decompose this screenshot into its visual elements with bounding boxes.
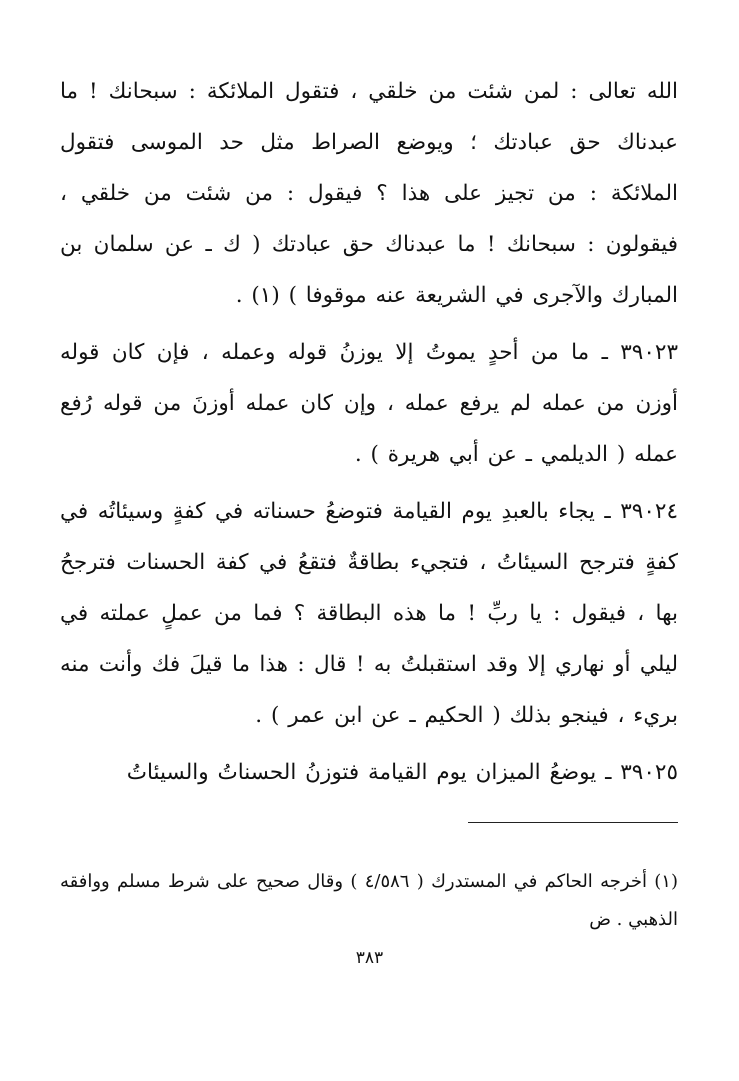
paragraph-hadith-39024: ٣٩٠٢٤ ـ يجاء بالعبدِ يوم القيامة فتوضعُ حسناته في كفةٍ وسيئاتُه في كفةٍ فترجح السيئاتُ ، فتجيء بطاقةٌ فتقعُ في كفة الحسنات فترجحُ بها ، فيقول : يا ربِّ ! ما هذه البطاقة ؟ فما من عملٍ عملته في ليلي أو نهاري إلا وقد استقبلتُ به ! قال : هذا ما قيلَ فك وأنت منه بريء ، فينجو بذلك ( الحكيم ـ عن ابن عمر ) . <box>60 499 678 728</box>
paragraph-continuation: الله تعالى : لمن شئت من خلقي ، فتقول الملائكة : سبحانك ! ما عبدناك حق عبادتك ؛ ويوضع الصراط مثل حد الموسى فتقول الملائكة : من تجيز على هذا ؟ فيقول : من شئت من خلقي ، فيقولون : سبحانك ! ما عبدناك حق عبادتك ( ك ـ عن سلمان بن المبارك والآجرى في الشريعة عنه موقوفا ) (١) . <box>60 79 678 308</box>
footnote: (١) أخرجه الحاكم في المستدرك ( ٤/٥٨٦ ) وقال صحيح على شرط مسلم ووافقه الذهبي . ض <box>60 871 678 930</box>
paragraph-hadith-39023: ٣٩٠٢٣ ـ ما من أحدٍ يموتُ إلا يوزنُ قوله وعمله ، فإن كان قوله أوزن من عمله لم يرفع عمله ، وإن كان عمله أوزنَ من قوله رُفع عمله ( الديلمي ـ عن أبي هريرة ) . <box>60 340 678 467</box>
page-number: ٣٨٣ <box>355 948 384 968</box>
footnote-divider <box>468 822 678 823</box>
paragraph-hadith-39025: ٣٩٠٢٥ ـ يوضعُ الميزان يوم القيامة فتوزنُ الحسناتُ والسيئاتُ <box>126 760 678 785</box>
main-text <box>60 66 678 798</box>
